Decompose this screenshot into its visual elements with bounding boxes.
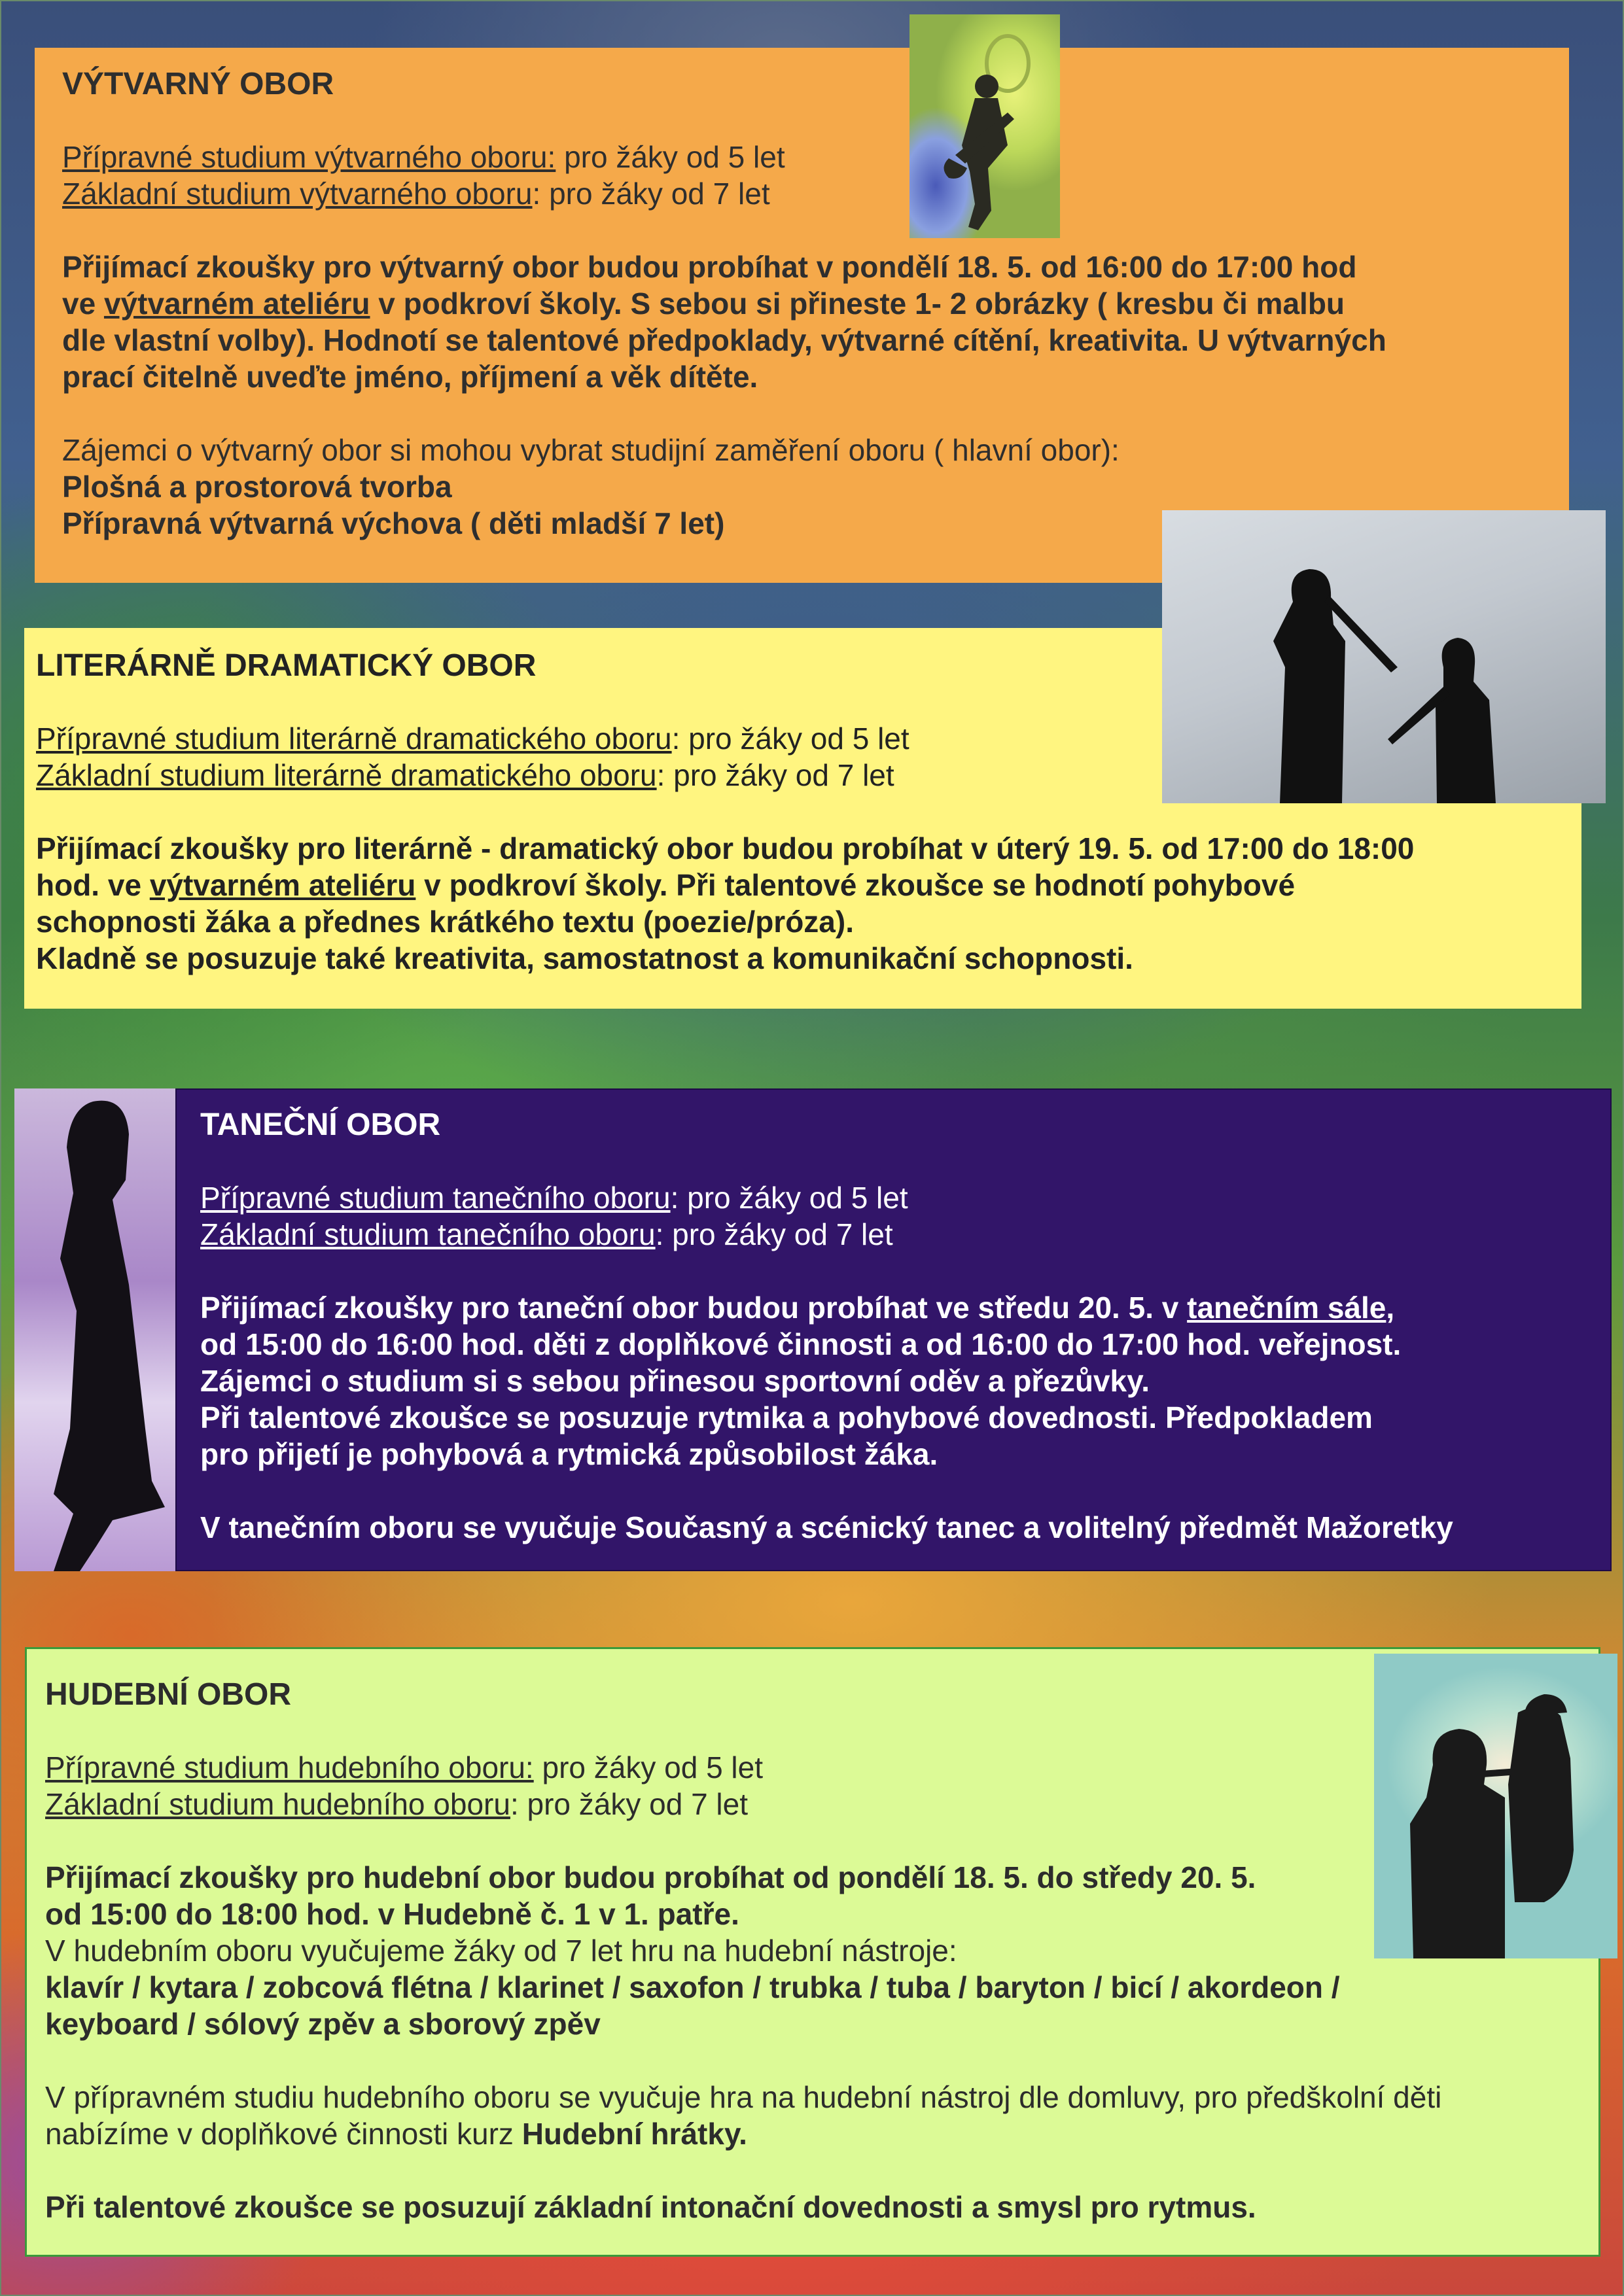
prep-study-link[interactable]: Přípravné studium hudebního oboru: xyxy=(45,1750,534,1784)
basic-study-link[interactable]: Základní studium výtvarného oboru xyxy=(62,177,533,211)
prep-study-link[interactable]: Přípravné studium tanečního oboru xyxy=(200,1181,671,1215)
exam-text: Zájemci o studium si s sebou přinesou sportovní oděv a přezůvky. xyxy=(200,1364,1150,1398)
prep-study-link[interactable]: Přípravné studium literárně dramatického oboru xyxy=(36,722,672,756)
prep-info: V přípravném studiu hudebního oboru se vyučuje hra na hudební nástroj dle domluvy, pro předškolní děti xyxy=(45,2080,1442,2114)
course-name: Hudební hrátky. xyxy=(521,2117,747,2151)
prep-study-line: Přípravné studium výtvarného oboru: pro žáky od 5 let xyxy=(62,140,785,174)
atelier-link[interactable]: výtvarném ateliéru xyxy=(149,868,416,902)
tuba-player-image xyxy=(1374,1654,1617,1958)
section-heading: TANEČNÍ OBOR xyxy=(200,1107,441,1142)
exam-text: prací čitelně uveďte jméno, příjmení a věk dítěte. xyxy=(62,360,758,394)
exam-text: od 15:00 do 18:00 hod. v Hudebně č. 1 v 1. patře. xyxy=(45,1897,739,1931)
exam-text: schopnosti žáka a přednes krátkého textu (poezie/próza). xyxy=(36,905,854,939)
interest-text: Zájemci o výtvarný obor si mohou vybrat studijní zaměření oboru ( hlavní obor): xyxy=(62,433,1120,467)
exam-text: od 15:00 do 16:00 hod. děti z doplňkové činnosti a od 16:00 do 17:00 hod. veřejnost. xyxy=(200,1327,1402,1361)
exam-text: Přijímací zkoušky pro literárně - dramatický obor budou probíhat v úterý 19. 5. od 17:00 do 18:00 xyxy=(36,831,1415,865)
prep-study-line: Přípravné studium hudebního oboru: pro žáky od 5 let xyxy=(45,1750,764,1784)
exam-text: Přijímací zkoušky pro výtvarný obor budou probíhat v pondělí 18. 5. od 16:00 do 17:00 hod xyxy=(62,250,1357,284)
prep-study-line: Přípravné studium tanečního oboru: pro žáky od 5 let xyxy=(200,1181,908,1215)
guitar-player-image xyxy=(909,14,1060,238)
assessment-text: Při talentové zkoušce se posuzují základní intonační dovednosti a smysl pro rytmus. xyxy=(45,2190,1256,2224)
basic-study-line: Základní studium tanečního oboru: pro žáky od 7 let xyxy=(200,1217,893,1251)
section-heading: HUDEBNÍ OBOR xyxy=(45,1677,292,1712)
dancer-image xyxy=(14,1088,175,1571)
exam-text: Kladně se posuzuje také kreativita, samostatnost a komunikační schopnosti. xyxy=(36,941,1133,975)
focus-item: Přípravná výtvarná výchova ( děti mladší 7 let) xyxy=(62,506,725,540)
section-hudebni-obor xyxy=(25,1647,1600,2257)
exam-text: dle vlastní volby). Hodnotí se talentové předpoklady, výtvarné cítění, kreativita. U výtvarných xyxy=(62,323,1386,357)
flute-players-image xyxy=(1162,510,1606,803)
prep-info: nabízíme v doplňkové činnosti kurz Hudební hrátky. xyxy=(45,2117,747,2151)
basic-study-line: Základní studium hudebního oboru: pro žáky od 7 let xyxy=(45,1787,749,1821)
prep-study-line: Přípravné studium literárně dramatického oboru: pro žáky od 5 let xyxy=(36,722,909,756)
instrument-list: klavír / kytara / zobcová flétna / klarinet / saxofon / trubka / tuba / baryton / bicí / akordeon / xyxy=(45,1970,1340,2004)
exam-text: ve výtvarném ateliéru v podkroví školy. S sebou si přineste 1- 2 obrázky ( kresbu či malbu xyxy=(62,287,1345,321)
basic-study-line: Základní studium výtvarného oboru: pro žáky od 7 let xyxy=(62,177,770,211)
basic-study-link[interactable]: Základní studium tanečního oboru xyxy=(200,1217,656,1251)
focus-item: Plošná a prostorová tvorba xyxy=(62,470,452,504)
basic-study-link[interactable]: Základní studium hudebního oboru xyxy=(45,1787,510,1821)
exam-text: Přijímací zkoušky pro taneční obor budou probíhat ve středu 20. 5. v tanečním sále, xyxy=(200,1291,1395,1325)
exam-text: Při talentové zkoušce se posuzuje rytmika a pohybové dovednosti. Předpokladem xyxy=(200,1400,1373,1435)
dance-hall-link[interactable]: tanečním sále xyxy=(1187,1291,1386,1325)
exam-text: Přijímací zkoušky pro hudební obor budou probíhat od pondělí 18. 5. do středy 20. 5. xyxy=(45,1860,1256,1894)
taught-text: V tanečním oboru se vyučuje Současný a scénický tanec a volitelný předmět Mažoretky xyxy=(200,1510,1453,1544)
section-heading: LITERÁRNĚ DRAMATICKÝ OBOR xyxy=(36,648,537,683)
basic-study-link[interactable]: Základní studium literárně dramatického oboru xyxy=(36,758,657,792)
atelier-link[interactable]: výtvarném ateliéru xyxy=(103,287,370,321)
instrument-list: keyboard / sólový zpěv a sborový zpěv xyxy=(45,2007,601,2041)
teach-intro: V hudebním oboru vyučujeme žáky od 7 let hru na hudební nástroje: xyxy=(45,1934,957,1968)
basic-study-line: Základní studium literárně dramatického oboru: pro žáky od 7 let xyxy=(36,758,894,792)
section-heading: VÝTVARNÝ OBOR xyxy=(62,67,334,101)
exam-text: hod. ve výtvarném ateliéru v podkroví školy. Při talentové zkoušce se hodnotí pohybové xyxy=(36,868,1296,902)
section-tanecni-obor xyxy=(175,1088,1612,1571)
section-vytvarny-obor xyxy=(35,48,1569,583)
exam-text: pro přijetí je pohybová a rytmická způsobilost žáka. xyxy=(200,1437,938,1471)
prep-study-link[interactable]: Přípravné studium výtvarného oboru: xyxy=(62,140,556,174)
